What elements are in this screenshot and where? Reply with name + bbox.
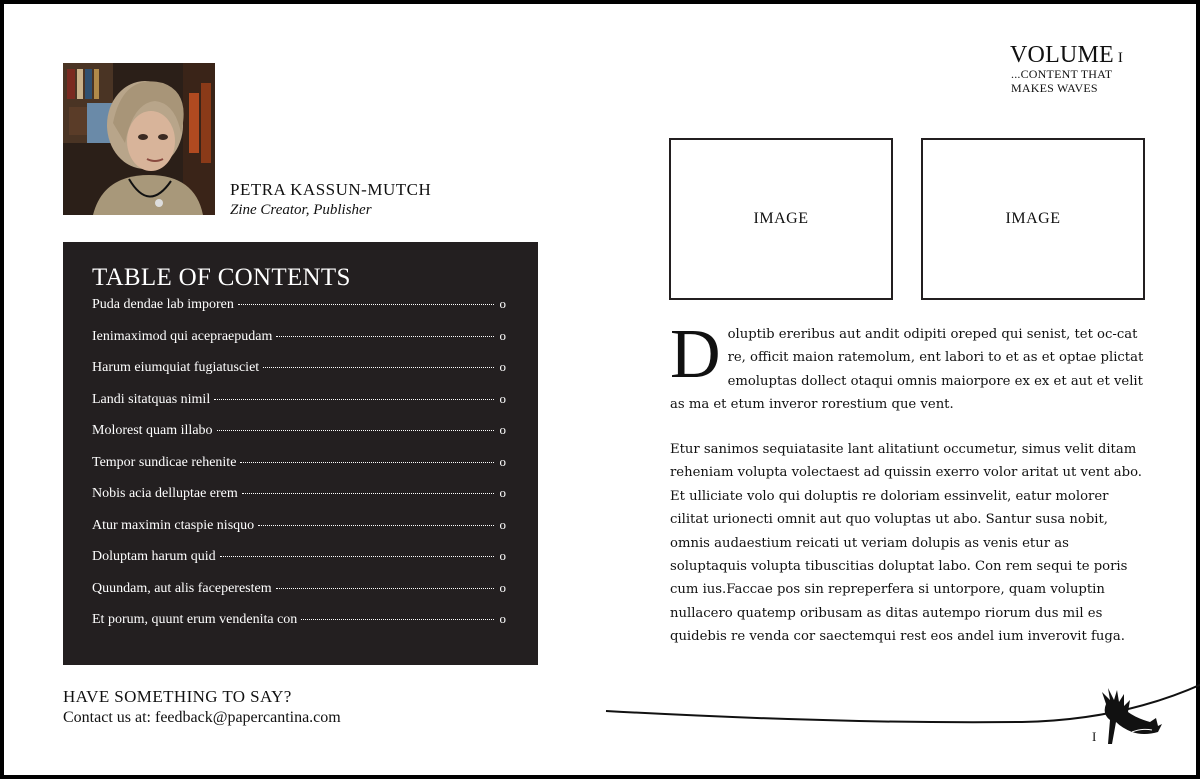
- toc-item-title: Ienimaximod qui acepraepudam: [92, 328, 273, 344]
- author-role: Zine Creator, Publisher: [230, 202, 372, 218]
- toc-list: [92, 296, 506, 643]
- toc-item-page: o: [499, 296, 506, 311]
- table-of-contents: [63, 242, 538, 665]
- toc-item[interactable]: [92, 517, 506, 549]
- toc-item-page: o: [499, 516, 506, 532]
- article-paragraph-1-text: oluptib ereribus aut andit odipiti oreped qui senist, tet oc-cat re, officit maion ratemolum, ent labori to et as et optae plictat emoluptas dollect otaqui omnis maiorpore ex ex et aut et velit as ma et etum inveror rorestium que vent.: [670, 327, 1144, 413]
- toc-item[interactable]: [92, 296, 506, 328]
- toc-item[interactable]: [92, 454, 506, 486]
- toc-leader: [258, 525, 494, 526]
- article-paragraph-2: Etur sanimos sequiatasite lant alitatiunt occumetur, simus velit ditam reheniam volupta volectaest ad quissin exerro volor aritat ut vent abo. Et ulliciate volo qui doluptis re doloriam essinvelit, eatur molorer cilitat urionecti omnit aut quo voluptas ut abo. Santur susa nobit, omnis audaestium reicati ut veriam dolupis as venis etur as soluptaquis volupta tibuscitias doluptat labo. Con rem sequi te poris cum ius.Faccae pos sin repreperfera si untorpore, quam voluptin nullacero quatemp oribusam as ditas autempo riorum dus mil es quidebis re venda cor saectemqui rest eos andel ium inverovit fuga.: [670, 442, 1142, 645]
- volume-label: VOLUME: [1010, 42, 1114, 68]
- image-placeholder-1: [669, 138, 893, 300]
- toc-item[interactable]: [92, 391, 506, 423]
- toc-item-page: o: [499, 453, 506, 469]
- volume-number: I: [1117, 50, 1124, 66]
- toc-title: TABLE OF CONTENTS: [92, 264, 351, 291]
- image-placeholder-label: IMAGE: [753, 210, 809, 227]
- toc-item[interactable]: [92, 422, 506, 454]
- author-name: PETRA KASSUN-MUTCH: [230, 180, 432, 199]
- toc-leader: [238, 304, 494, 305]
- page-number: I: [1092, 729, 1097, 744]
- toc-item-page: o: [499, 359, 506, 374]
- toc-item-title: Nobis acia delluptae erem: [92, 486, 238, 501]
- toc-item-title: Atur maximin ctaspie nisquo: [92, 517, 255, 533]
- toc-leader: [240, 462, 494, 463]
- toc-leader: [301, 619, 494, 620]
- toc-item[interactable]: [92, 328, 506, 360]
- volume-tagline: ...CONTENT THAT MAKES WAVES: [1011, 67, 1113, 95]
- toc-item-page: o: [499, 485, 506, 500]
- toc-item[interactable]: [92, 611, 506, 643]
- toc-leader: [276, 336, 494, 337]
- toc-leader: [276, 588, 494, 589]
- image-placeholder-label: IMAGE: [1005, 210, 1061, 227]
- toc-item-title: Tempor sundicae rehenite: [92, 454, 237, 470]
- toc-item-page: o: [499, 611, 506, 626]
- drop-cap: D: [670, 316, 721, 393]
- volume-title: [1010, 42, 1123, 69]
- toc-item[interactable]: [92, 485, 506, 517]
- cta-heading: HAVE SOMETHING TO SAY?: [63, 687, 292, 706]
- contact-line[interactable]: Contact us at: feedback@papercantina.com: [63, 709, 341, 726]
- toc-item-title: Molorest quam illabo: [92, 423, 213, 438]
- toc-item-page: o: [499, 327, 506, 343]
- toc-item-page: o: [499, 548, 506, 563]
- author-photo: [63, 63, 215, 215]
- toc-item-title: Harum eiumquiat fugiatusciet: [92, 360, 260, 375]
- toc-leader: [217, 430, 494, 431]
- toc-item-page: o: [499, 422, 506, 437]
- toc-item[interactable]: [92, 580, 506, 612]
- toc-item-page: o: [499, 390, 506, 406]
- article-paragraph-1: [670, 316, 1146, 417]
- toc-item-title: Puda dendae lab imporen: [92, 297, 234, 312]
- image-placeholder-2: [921, 138, 1145, 300]
- toc-item[interactable]: [92, 359, 506, 391]
- toc-item-title: Quundam, aut alis faceperestem: [92, 580, 272, 596]
- toc-item-page: o: [499, 579, 506, 595]
- toc-leader: [242, 493, 494, 494]
- toc-leader: [214, 399, 494, 400]
- toc-item-title: Doluptam harum quid: [92, 549, 216, 564]
- toc-item-title: Et porum, quunt erum vendenita con: [92, 612, 298, 627]
- toc-item-title: Landi sitatquas nimil: [92, 391, 211, 407]
- toc-leader: [263, 367, 494, 368]
- toc-leader: [220, 556, 494, 557]
- toc-item[interactable]: [92, 548, 506, 580]
